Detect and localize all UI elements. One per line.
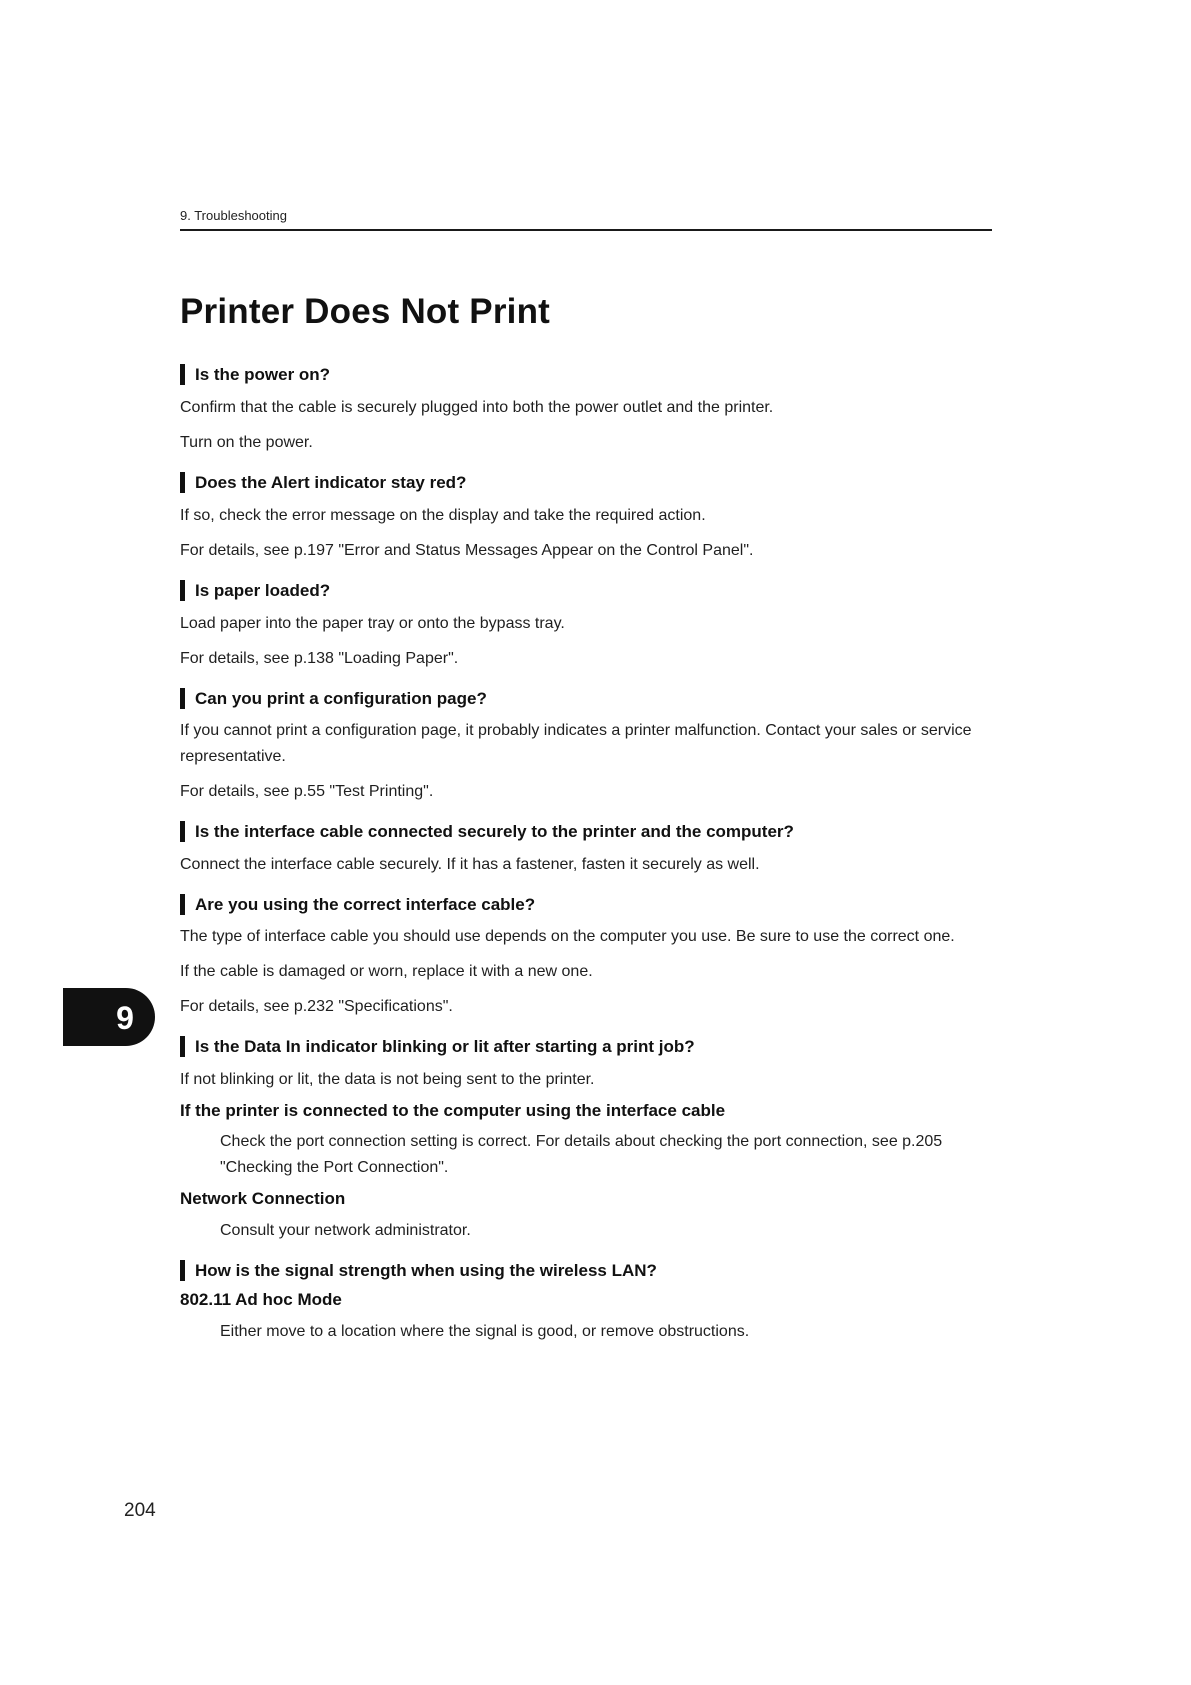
- subsection-paragraph: Consult your network administrator.: [220, 1222, 471, 1239]
- question-marker-icon: [180, 1036, 185, 1057]
- question-text: Is paper loaded?: [195, 580, 331, 600]
- question-text: Is the interface cable connected securely to the printer and the computer?: [195, 821, 794, 841]
- paragraph: Turn on the power.: [180, 434, 313, 451]
- section-alert-indicator: [180, 472, 992, 564]
- chapter-number: 9: [116, 1000, 134, 1036]
- paragraph: If so, check the error message on the display and take the required action.: [180, 507, 706, 524]
- paragraph: Connect the interface cable securely. If it has a fastener, fasten it securely as well.: [180, 856, 760, 873]
- section-power: [180, 364, 992, 456]
- question-heading: [180, 364, 992, 385]
- question-marker-icon: [180, 1260, 185, 1281]
- question-heading: [180, 1260, 992, 1281]
- paragraph: For details, see p.138 "Loading Paper".: [180, 650, 459, 667]
- section-paper-loaded: [180, 580, 992, 672]
- question-text: Can you print a configuration page?: [195, 688, 487, 708]
- running-header: 9. Troubleshooting: [180, 208, 287, 223]
- question-marker-icon: [180, 364, 185, 385]
- section-configuration-page: [180, 688, 992, 805]
- question-marker-icon: [180, 688, 185, 709]
- page-number: 204: [124, 1500, 156, 1521]
- paragraph: The type of interface cable you should use depends on the computer you use. Be sure to use the correct one.: [180, 928, 955, 945]
- content: [180, 364, 992, 1361]
- section-interface-cable-connected: [180, 821, 992, 878]
- question-marker-icon: [180, 472, 185, 493]
- section-data-in-indicator: [180, 1036, 992, 1244]
- paragraph: Load paper into the paper tray or onto the bypass tray.: [180, 615, 565, 632]
- question-text: How is the signal strength when using the wireless LAN?: [195, 1260, 657, 1280]
- question-heading: [180, 688, 992, 709]
- chapter-tab: [63, 988, 155, 1046]
- question-heading: [180, 580, 992, 601]
- section-wireless-signal: [180, 1260, 992, 1345]
- subsection-heading: If the printer is connected to the computer using the interface cable: [180, 1101, 726, 1120]
- question-text: Are you using the correct interface cable?: [195, 894, 536, 914]
- paragraph: If the cable is damaged or worn, replace it with a new one.: [180, 963, 593, 980]
- page-title: Printer Does Not Print: [180, 292, 551, 331]
- question-marker-icon: [180, 894, 185, 915]
- question-heading: [180, 472, 992, 493]
- section-correct-interface-cable: [180, 894, 992, 1020]
- paragraph: Confirm that the cable is securely plugged into both the power outlet and the printer.: [180, 399, 774, 416]
- header-rule: [180, 229, 992, 231]
- question-heading: [180, 821, 992, 842]
- subsection-heading: 802.11 Ad hoc Mode: [180, 1290, 342, 1309]
- chapter-tab-shape-icon: [63, 988, 155, 1046]
- question-text: Is the power on?: [195, 364, 331, 384]
- subsection-paragraph: Check the port connection setting is correct. For details about checking the port connection, see p.205 "Checking the Port Connection".: [220, 1133, 943, 1176]
- paragraph: For details, see p.232 "Specifications".: [180, 998, 453, 1015]
- question-heading: [180, 894, 992, 915]
- subsection-paragraph: Either move to a location where the signal is good, or remove obstructions.: [220, 1323, 750, 1340]
- paragraph: For details, see p.55 "Test Printing".: [180, 783, 434, 800]
- paragraph: For details, see p.197 "Error and Status Messages Appear on the Control Panel".: [180, 542, 754, 559]
- question-marker-icon: [180, 821, 185, 842]
- question-text: Does the Alert indicator stay red?: [195, 472, 467, 492]
- paragraph: If you cannot print a configuration page, it probably indicates a printer malfunction. Contact your sales or service representative.: [180, 722, 972, 765]
- paragraph: If not blinking or lit, the data is not being sent to the printer.: [180, 1071, 595, 1088]
- question-heading: [180, 1036, 992, 1057]
- question-marker-icon: [180, 580, 185, 601]
- subsection-heading: Network Connection: [180, 1189, 346, 1208]
- question-text: Is the Data In indicator blinking or lit after starting a print job?: [195, 1036, 695, 1056]
